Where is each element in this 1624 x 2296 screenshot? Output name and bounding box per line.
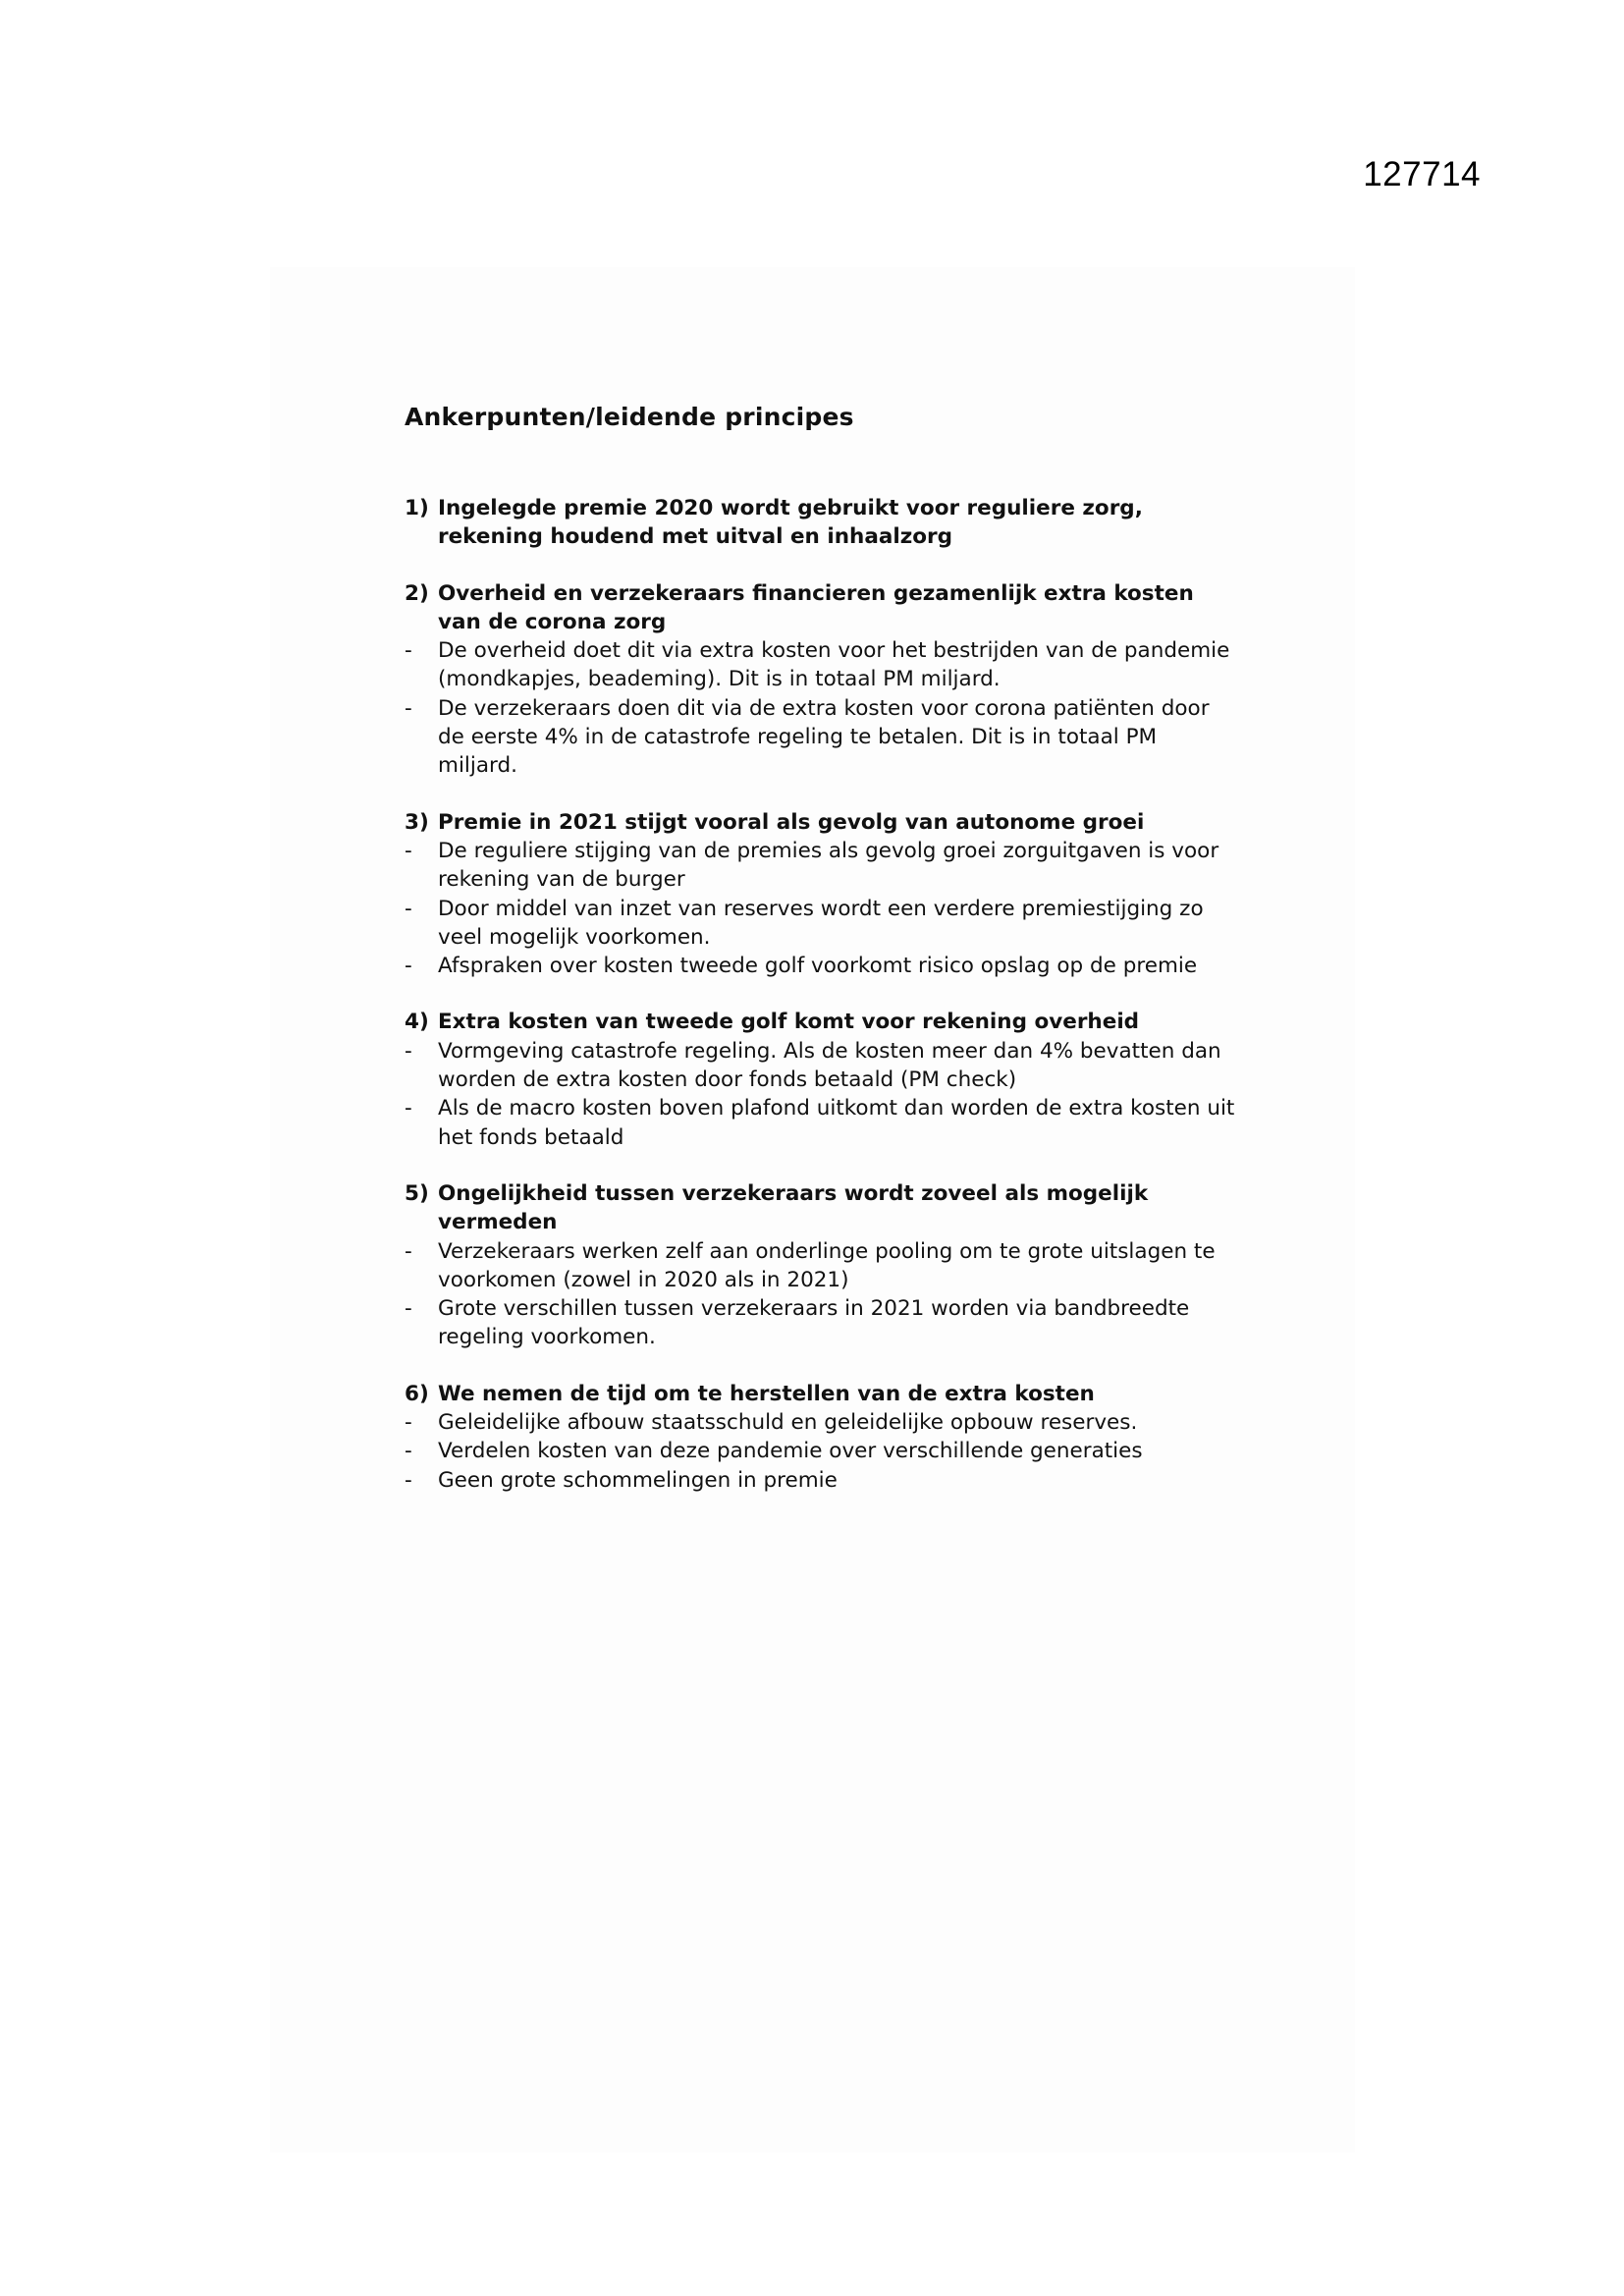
principle-heading bbox=[405, 808, 1239, 837]
bullet-list bbox=[405, 1237, 1239, 1352]
principle-number: 2) bbox=[405, 580, 429, 606]
bullet-dash: - bbox=[405, 954, 412, 979]
principle-5 bbox=[405, 1179, 1239, 1352]
bullet-list bbox=[405, 1037, 1239, 1152]
bullet-text: Verdelen kosten van deze pandemie over verschillende generaties bbox=[438, 1439, 1143, 1464]
bullet-list bbox=[405, 1408, 1239, 1495]
principle-heading bbox=[405, 494, 1239, 552]
bullet-list bbox=[405, 636, 1239, 780]
bullet-item bbox=[405, 1037, 1239, 1095]
document-body bbox=[405, 403, 1239, 1522]
bullet-dash: - bbox=[405, 1439, 412, 1464]
bullet-item bbox=[405, 1237, 1239, 1295]
bullet-item bbox=[405, 1437, 1239, 1465]
bullet-text: Afspraken over kosten tweede golf voorkomt risico opslag op de premie bbox=[438, 954, 1198, 979]
principle-heading bbox=[405, 1380, 1239, 1408]
bullet-dash: - bbox=[405, 638, 412, 664]
bullet-text: De verzekeraars doen dit via de extra kosten voor corona patiënten door de eerste 4% in de catastrofe regeling te betalen. Dit is in totaal PM miljard. bbox=[438, 695, 1210, 779]
document-title: Ankerpunten/leidende principes bbox=[405, 403, 854, 431]
principle-heading-text: Extra kosten van tweede golf komt voor rekening overheid bbox=[438, 1010, 1140, 1035]
bullet-text: Grote verschillen tussen verzekeraars in 2021 worden via bandbreedte regeling voorkomen. bbox=[438, 1296, 1190, 1350]
principle-heading-text: Overheid en verzekeraars financieren gezamenlijk extra kosten van de corona zorg bbox=[438, 580, 1194, 634]
bullet-item bbox=[405, 694, 1239, 781]
bullet-dash: - bbox=[405, 1467, 412, 1493]
bullet-item bbox=[405, 1094, 1239, 1152]
principle-4 bbox=[405, 1008, 1239, 1151]
principle-heading-text: Ongelijkheid tussen verzekeraars wordt zoveel als mogelijk vermeden bbox=[438, 1180, 1149, 1235]
principle-heading-text: We nemen de tijd om te herstellen van de extra kosten bbox=[438, 1381, 1095, 1406]
bullet-dash: - bbox=[405, 1096, 412, 1121]
principle-number: 3) bbox=[405, 809, 429, 835]
bullet-text: Als de macro kosten boven plafond uitkomt dan worden de extra kosten uit het fonds betaald bbox=[438, 1096, 1235, 1150]
principle-heading bbox=[405, 579, 1239, 637]
bullet-item bbox=[405, 636, 1239, 694]
bullet-text: Vormgeving catastrofe regeling. Als de kosten meer dan 4% bevatten dan worden de extra kosten door fonds betaald (PM check) bbox=[438, 1038, 1221, 1093]
bullet-text: Geleidelijke afbouw staatsschuld en geleidelijke opbouw reserves. bbox=[438, 1410, 1138, 1436]
principle-1 bbox=[405, 494, 1239, 552]
page-id: 127714 bbox=[1363, 155, 1481, 193]
bullet-dash: - bbox=[405, 1038, 412, 1064]
principle-number: 4) bbox=[405, 1010, 429, 1035]
principle-2 bbox=[405, 579, 1239, 781]
principle-heading bbox=[405, 1179, 1239, 1237]
principle-6 bbox=[405, 1380, 1239, 1495]
bullet-item bbox=[405, 837, 1239, 895]
bullet-dash: - bbox=[405, 838, 412, 863]
bullet-item bbox=[405, 952, 1239, 980]
bullet-item bbox=[405, 1294, 1239, 1352]
bullet-item bbox=[405, 895, 1239, 953]
principle-number: 5) bbox=[405, 1180, 429, 1206]
bullet-dash: - bbox=[405, 1296, 412, 1322]
bullet-list bbox=[405, 837, 1239, 980]
bullet-text: De reguliere stijging van de premies als gevolg groei zorguitgaven is voor rekening van de burger bbox=[438, 838, 1219, 893]
bullet-text: Verzekeraars werken zelf aan onderlinge pooling om te grote uitslagen te voorkomen (zowel in 2020 als in 2021) bbox=[438, 1238, 1216, 1292]
principle-heading bbox=[405, 1008, 1239, 1036]
principle-3 bbox=[405, 808, 1239, 981]
bullet-dash: - bbox=[405, 1238, 412, 1264]
bullet-dash: - bbox=[405, 896, 412, 921]
bullet-text: Geen grote schommelingen in premie bbox=[438, 1467, 838, 1493]
bullet-text: De overheid doet dit via extra kosten voor het bestrijden van de pandemie (mondkapjes, beademing). Dit is in totaal PM miljard. bbox=[438, 638, 1230, 692]
principle-number: 1) bbox=[405, 496, 429, 520]
bullet-dash: - bbox=[405, 695, 412, 721]
bullet-item bbox=[405, 1466, 1239, 1495]
bullet-item bbox=[405, 1408, 1239, 1437]
bullet-dash: - bbox=[405, 1410, 412, 1436]
bullet-text: Door middel van inzet van reserves wordt een verdere premiestijging zo veel mogelijk voorkomen. bbox=[438, 896, 1204, 950]
principle-heading-text: Premie in 2021 stijgt vooral als gevolg van autonome groei bbox=[438, 809, 1145, 835]
principle-number: 6) bbox=[405, 1381, 429, 1406]
principle-heading-text: Ingelegde premie 2020 wordt gebruikt voor reguliere zorg, rekening houdend met uitval en inhaalzorg bbox=[438, 496, 1143, 550]
